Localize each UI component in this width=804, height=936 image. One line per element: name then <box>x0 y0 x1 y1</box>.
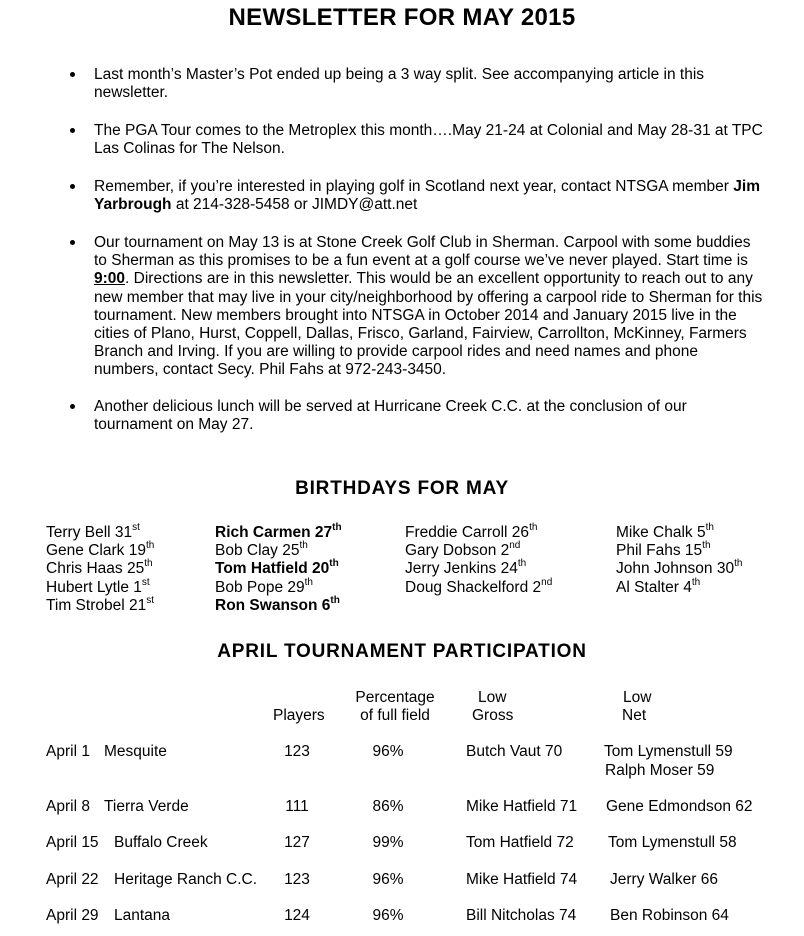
birthday-entry <box>215 594 340 615</box>
birthday-entry <box>405 576 553 597</box>
birthday-ordinal: st <box>146 594 154 606</box>
birthday-entry <box>405 557 527 578</box>
row-percentage: 99% <box>372 834 404 851</box>
birthday-ordinal: th <box>702 539 711 551</box>
birthday-entry <box>405 539 521 560</box>
birthday-name: Terry Bell 31 <box>46 524 133 541</box>
birthday-ordinal: th <box>734 557 743 569</box>
row-date: April 22 <box>46 871 99 888</box>
row-date: April 15 <box>46 834 99 851</box>
row-low-gross: Butch Vaut 70 <box>466 743 563 760</box>
birthday-name: John Johnson 30 <box>616 560 735 577</box>
row-percentage: 96% <box>372 871 404 888</box>
row-low-gross: Mike Hatfield 74 <box>466 871 578 888</box>
birthday-name: Tim Strobel 21 <box>46 597 147 614</box>
birthday-ordinal: th <box>529 521 538 533</box>
birthday-ordinal: nd <box>509 539 521 551</box>
birthday-entry <box>616 521 714 542</box>
bullet-text: . Directions are in this newsletter. This would be an excellent opportunity to reach out to any new member that may live in your city/neighborhood by offering a carpool ride to Sherman for this tournament. New members brought into NTSGA in October 2014 and January 2015 live in the cities of Plano, Hurst, Coppell, Dallas, Frisco, Garland, Fairview, Carrollton, McKinney, Farmers Branch and Irving. If you are willing to provide carpool rides and need names and phone numbers, contact Secy. Phil Fahs at 972-243-3450. <box>94 270 763 379</box>
row-date: April 8 <box>46 798 90 815</box>
newsletter-title: NEWSLETTER FOR MAY 2015 <box>228 4 576 31</box>
birthday-ordinal: st <box>141 576 150 588</box>
birthday-entry <box>215 521 342 542</box>
birthday-name: Gene Clark 19 <box>46 542 146 559</box>
row-course: Tierra Verde <box>104 798 189 815</box>
birthday-entry <box>215 539 308 560</box>
bullet-text: Our tournament on May 13 is at Stone Creek Golf Club in Sherman. Carpool with some buddies to Sherman as this promises to be a fun event at a golf course we’ve never played. Start time is <box>94 234 751 270</box>
bullet-text: Another delicious lunch will be served at Hurricane Creek C.C. at the conclusion of our tournament on May 27. <box>94 398 687 434</box>
birthday-name: Tom Hatfield 20 <box>215 560 330 577</box>
header-gross: Gross <box>472 707 514 724</box>
birthday-ordinal: th <box>517 557 527 569</box>
birthday-name: Jerry Jenkins 24 <box>405 560 518 577</box>
birthday-ordinal: th <box>330 594 340 606</box>
birthday-name: Ron Swanson 6 <box>215 597 331 614</box>
birthday-ordinal: th <box>332 521 342 533</box>
birthday-ordinal: st <box>132 521 140 533</box>
birthday-name: Gary Dobson 2 <box>405 542 510 559</box>
bullet-item <box>94 398 764 434</box>
birthday-entry <box>616 557 743 578</box>
bullet-text: The PGA Tour comes to the Metroplex this month….May 21-24 at Colonial and May 28-31 at TPC Las Colinas for The Nelson. <box>94 122 763 158</box>
bullet-item <box>94 178 764 214</box>
header-players: Players <box>273 707 325 724</box>
birthdays-title: BIRTHDAYS FOR MAY <box>295 478 509 499</box>
row-low-gross: Tom Hatfield 72 <box>466 834 574 851</box>
row-low-net: Gene Edmondson 62 <box>606 798 753 815</box>
birthday-name: Bob Clay 25 <box>215 542 300 559</box>
bullet-dot-icon <box>70 72 75 77</box>
birthday-ordinal: th <box>304 576 313 588</box>
row-low-gross: Mike Hatfield 71 <box>466 798 578 815</box>
header-net: Net <box>622 707 647 724</box>
row-percentage: 96% <box>372 907 404 924</box>
birthday-entry <box>215 557 339 578</box>
row-low-net: Ben Robinson 64 <box>610 907 729 924</box>
birthday-entry <box>616 539 711 560</box>
row-percentage: 86% <box>372 798 404 815</box>
row-players: 111 <box>285 798 309 815</box>
row-course: Lantana <box>114 907 171 924</box>
birthday-ordinal: nd <box>541 576 553 588</box>
birthday-ordinal: th <box>705 521 714 533</box>
row-players: 123 <box>284 871 310 888</box>
birthday-name: Chris Haas 25 <box>46 560 145 577</box>
birthday-name: Freddie Carroll 26 <box>405 524 530 541</box>
birthday-entry <box>616 576 701 597</box>
bullet-dot-icon <box>70 184 75 189</box>
bullet-text: Remember, if you’re interested in playing golf in Scotland next year, contact NTSGA member <box>94 178 734 195</box>
bullet-item <box>94 234 764 380</box>
birthday-ordinal: th <box>691 576 701 588</box>
bullet-text: Last month’s Master’s Pot ended up being a 3 way split. See accompanying article in this newsletter. <box>94 66 705 102</box>
row-date: April 1 <box>46 743 90 760</box>
row-players: 123 <box>284 743 310 760</box>
birthday-name: Bob Pope 29 <box>215 579 305 596</box>
birthday-entry <box>46 521 140 542</box>
row-percentage: 96% <box>372 743 404 760</box>
participation-title: APRIL TOURNAMENT PARTICIPATION <box>217 641 587 662</box>
bullet-dot-icon <box>70 240 75 245</box>
row-players: 124 <box>284 907 310 924</box>
row-players: 127 <box>284 834 310 851</box>
row-low-net: Tom Lymenstull 58 <box>608 834 737 851</box>
birthday-name: Al Stalter 4 <box>616 579 692 596</box>
row-course: Mesquite <box>104 743 167 760</box>
birthday-entry <box>46 576 150 597</box>
birthday-ordinal: th <box>299 539 308 551</box>
header-low: Low <box>623 689 652 706</box>
birthday-name: Hubert Lytle 1 <box>46 579 142 596</box>
row-low-net: Tom Lymenstull 59 <box>604 743 733 760</box>
birthday-ordinal: th <box>144 557 153 569</box>
birthday-ordinal: th <box>329 557 339 569</box>
birthday-name: Doug Shackelford 2 <box>405 579 542 596</box>
birthday-ordinal: th <box>145 539 155 551</box>
bullet-dot-icon <box>70 404 75 409</box>
header-full-field: of full field <box>360 707 430 724</box>
row-course: Buffalo Creek <box>114 834 208 851</box>
row-low-net: Ralph Moser 59 <box>605 762 715 779</box>
birthday-name: Rich Carmen 27 <box>215 524 333 541</box>
header-percentage: Percentage <box>355 689 435 706</box>
header-low: Low <box>478 689 507 706</box>
row-low-gross: Bill Nitcholas 74 <box>466 907 577 924</box>
bullet-item <box>94 66 764 102</box>
birthday-name: Mike Chalk 5 <box>616 524 706 541</box>
bullet-dot-icon <box>70 128 75 133</box>
bullet-item <box>94 122 764 158</box>
start-time: 9:00 <box>94 270 126 288</box>
birthday-entry <box>46 557 153 578</box>
birthday-entry <box>46 594 154 615</box>
birthday-name: Phil Fahs 15 <box>616 542 703 559</box>
row-date: April 29 <box>46 907 99 924</box>
birthday-entry <box>215 576 313 597</box>
contact-name: Jim Yarbrough <box>94 178 760 214</box>
birthday-entry <box>46 539 155 560</box>
row-course: Heritage Ranch C.C. <box>114 871 258 888</box>
bullet-text: at 214-328-5458 or JIMDY@att.net <box>171 196 418 214</box>
row-low-net: Jerry Walker 66 <box>610 871 718 888</box>
